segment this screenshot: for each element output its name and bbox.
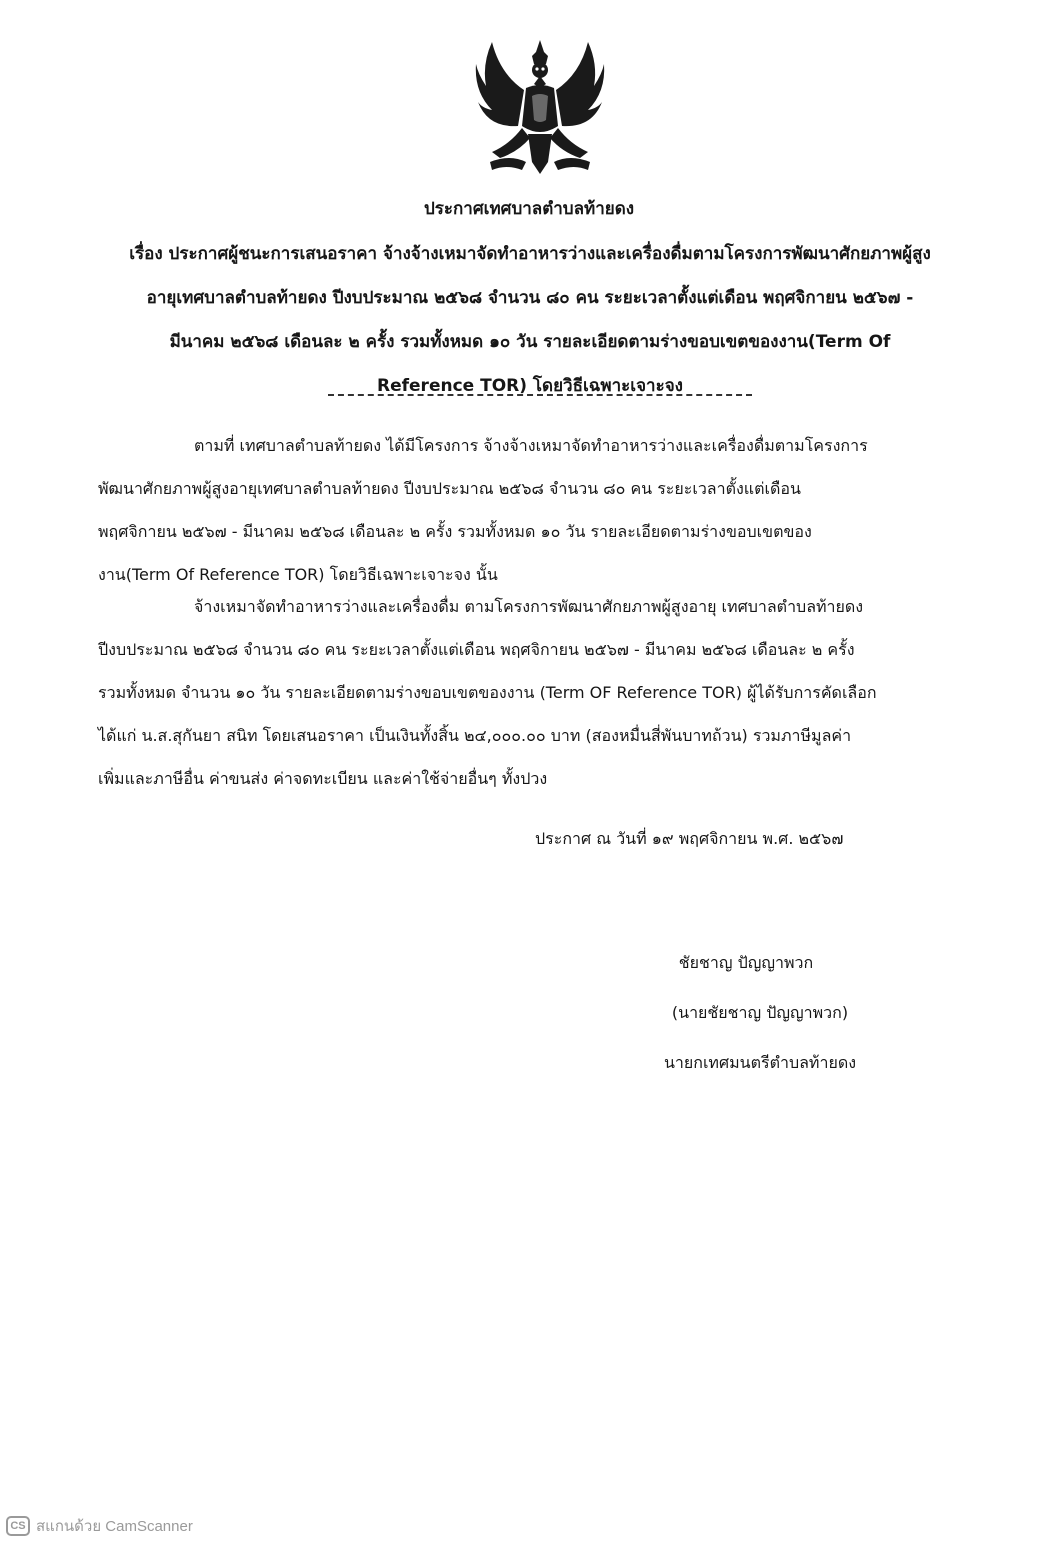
signatory-position: นายกเทศมนตรีตำบลท้ายดง	[663, 1053, 857, 1072]
paragraph-line: ได้แก่ น.ส.สุกันยา สนิท โดยเสนอราคา เป็นเงินทั้งสิ้น ๒๔,๐๐๐.๐๐ บาท (สองหมื่นสี่พันบาทถ้วน) รวมภาษีมูลค่า	[98, 726, 852, 745]
garuda-emblem-icon	[470, 34, 610, 184]
announcement-date: ประกาศ ณ วันที่ ๑๙ พฤศจิกายน พ.ศ. ๒๕๖๗	[535, 829, 844, 848]
paragraph-line: จ้างเหมาจัดทำอาหารว่างและเครื่องดื่ม ตามโครงการพัฒนาศักยภาพผู้สูงอายุ เทศบาลตำบลท้ายดง	[194, 597, 864, 616]
signature-block	[580, 952, 940, 1102]
paragraph-line: พัฒนาศักยภาพผู้สูงอายุเทศบาลตำบลท้ายดง ปีงบประมาณ ๒๕๖๘ จำนวน ๘๐ คน ระยะเวลาตั้งแต่เดือน	[98, 479, 801, 498]
paragraph-line: เพิ่มและภาษีอื่น ค่าขนส่ง ค่าจดทะเบียน และค่าใช้จ่ายอื่นๆ ทั้งปวง	[98, 769, 548, 788]
paragraph-line: รวมทั้งหมด จำนวน ๑๐ วัน รายละเอียดตามร่างขอบเขตของงาน (Term OF Reference TOR) ผู้ได้รับการคัดเลือก	[98, 683, 877, 702]
signatory-name: (นายชัยชาญ ปัญญาพวก)	[671, 1003, 849, 1022]
paragraph-line: งาน(Term Of Reference TOR) โดยวิธีเฉพาะเจาะจง นั้น	[98, 565, 498, 584]
subject-line: อายุเทศบาลตำบลท้ายดง ปีงบประมาณ ๒๕๖๘ จำนวน ๘๐ คน ระยะเวลาตั้งแต่เดือน พฤศจิกายน ๒๕๖๗ -	[146, 288, 914, 308]
subject-line: มีนาคม ๒๕๖๘ เดือนละ ๒ ครั้ง รวมทั้งหมด ๑๐ วัน รายละเอียดตามร่างขอบเขตของงาน(Term Of	[169, 332, 891, 352]
scanner-watermark	[6, 1514, 193, 1538]
subject-line: เรื่อง ประกาศผู้ชนะการเสนอราคา จ้างจ้างเหมาจัดทำอาหารว่างและเครื่องดื่มตามโครงการพัฒนาศักยภาพผู้สูง	[129, 244, 931, 264]
paragraph-line: ตามที่ เทศบาลตำบลท้ายดง ได้มีโครงการ จ้างจ้างเหมาจัดทำอาหารว่างและเครื่องดื่มตามโครงการ	[194, 436, 868, 455]
paragraph-background	[98, 424, 978, 596]
paragraph-line: พฤศจิกายน ๒๕๖๗ - มีนาคม ๒๕๖๘ เดือนละ ๒ ครั้ง รวมทั้งหมด ๑๐ วัน รายละเอียดตามร่างขอบเขตของ	[98, 522, 812, 541]
paragraph-line: ปีงบประมาณ ๒๕๖๘ จำนวน ๘๐ คน ระยะเวลาตั้งแต่เดือน พฤศจิกายน ๒๕๖๗ - มีนาคม ๒๕๖๘ เดือนละ ๒ ครั้ง	[98, 640, 855, 659]
camscanner-logo-icon: CS	[6, 1516, 30, 1536]
document-subject	[80, 232, 980, 408]
paragraph-award	[98, 585, 978, 800]
document-title: ประกาศเทศบาลตำบลท้ายดง	[423, 199, 635, 219]
subject-line: Reference TOR) โดยวิธีเฉพาะเจาะจง	[377, 376, 683, 396]
scanner-text: สแกนด้วย CamScanner	[36, 1518, 193, 1535]
signature: ชัยชาญ ปัญญาพวก	[678, 953, 814, 972]
dashed-divider	[328, 394, 752, 396]
